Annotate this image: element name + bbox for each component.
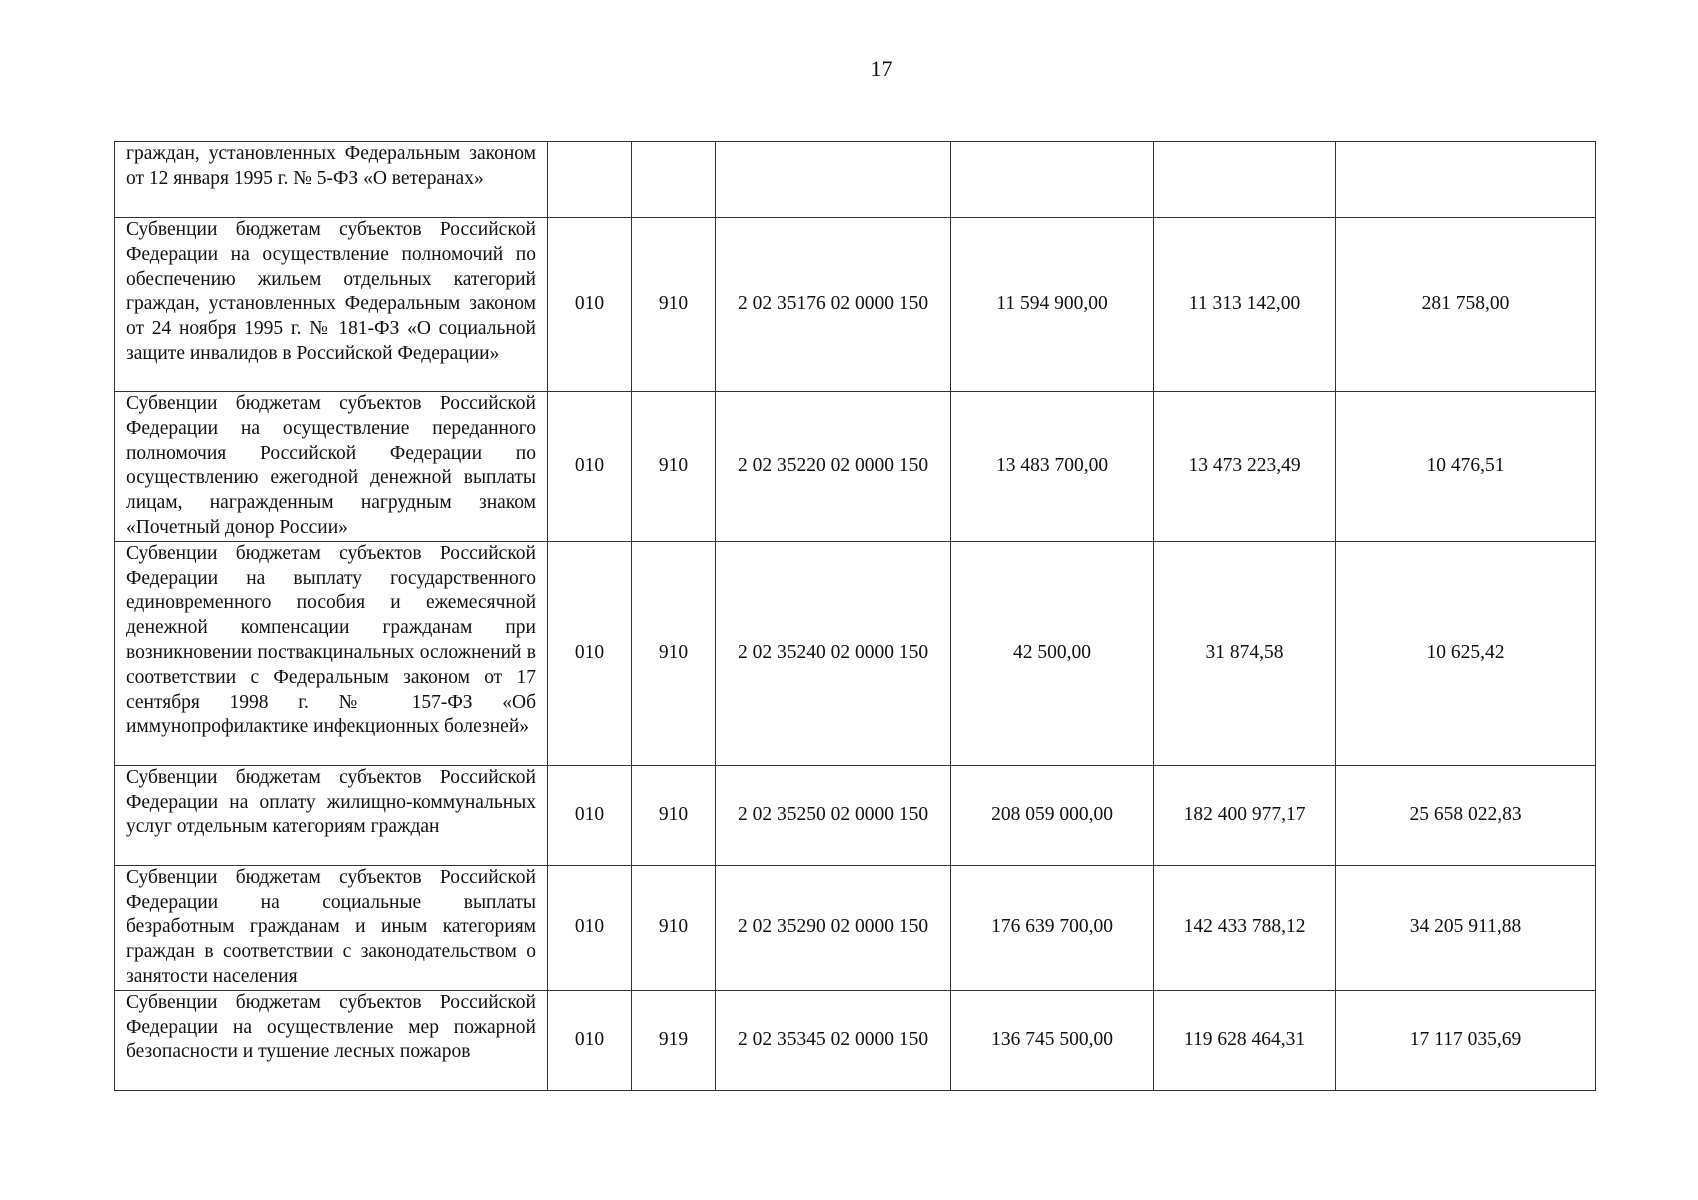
code-cell-2: 910 (632, 392, 716, 542)
kbk-cell: 2 02 35290 02 0000 150 (716, 865, 951, 990)
description-cell: Субвенции бюджетам субъектов Российской Федерации на осуществление полномочий по обеспечению жильем отдельных категорий граждан, установленных Федеральным законом от 24 ноября 1995 г. № 181-ФЗ «О социальной защите инвалидов в Российской Федерации» (115, 218, 548, 392)
table-row (115, 541, 1596, 765)
planned-amount-cell: 42 500,00 (951, 541, 1154, 765)
code-cell-2: 919 (632, 990, 716, 1090)
remainder-amount-cell: 34 205 911,88 (1336, 865, 1596, 990)
description-cell: Субвенции бюджетам субъектов Российской Федерации на оплату жилищно-коммунальных услуг отдельным категориям граждан (115, 765, 548, 865)
code-cell-2: 910 (632, 865, 716, 990)
table-row (115, 142, 1596, 218)
description-cell: граждан, установленных Федеральным законом от 12 января 1995 г. № 5-ФЗ «О ветеранах» (115, 142, 548, 218)
remainder-amount-cell: 17 117 035,69 (1336, 990, 1596, 1090)
code-cell-1: 010 (548, 865, 632, 990)
budget-table (114, 141, 1596, 1091)
kbk-cell: 2 02 35345 02 0000 150 (716, 990, 951, 1090)
executed-amount-cell: 11 313 142,00 (1154, 218, 1336, 392)
planned-amount-cell: 136 745 500,00 (951, 990, 1154, 1090)
executed-amount-cell: 119 628 464,31 (1154, 990, 1336, 1090)
table-row (115, 392, 1596, 542)
code-cell-1 (548, 142, 632, 218)
planned-amount-cell: 208 059 000,00 (951, 765, 1154, 865)
planned-amount-cell: 176 639 700,00 (951, 865, 1154, 990)
description-cell: Субвенции бюджетам субъектов Российской Федерации на осуществление мер пожарной безопасности и тушение лесных пожаров (115, 990, 548, 1090)
code-cell-1: 010 (548, 765, 632, 865)
kbk-cell: 2 02 35176 02 0000 150 (716, 218, 951, 392)
executed-amount-cell: 31 874,58 (1154, 541, 1336, 765)
code-cell-2: 910 (632, 541, 716, 765)
planned-amount-cell: 11 594 900,00 (951, 218, 1154, 392)
table-row (115, 765, 1596, 865)
page-number: 17 (870, 56, 893, 81)
description-cell: Субвенции бюджетам субъектов Российской Федерации на выплату государственного единовременного пособия и ежемесячной денежной компенсации гражданам при возникновении поствакцинальных осложнений в соответствии с Федеральным законом от 17 сентября 1998 г. № 157-ФЗ «Об иммунопрофилактике инфекционных болезней» (115, 541, 548, 765)
description-cell: Субвенции бюджетам субъектов Российской Федерации на осуществление переданного полномочия Российской Федерации по осуществлению ежегодной денежной выплаты лицам, награжденным нагрудным знаком «Почетный донор России» (115, 392, 548, 542)
remainder-amount-cell: 10 625,42 (1336, 541, 1596, 765)
code-cell-1: 010 (548, 218, 632, 392)
remainder-amount-cell: 281 758,00 (1336, 218, 1596, 392)
code-cell-2: 910 (632, 218, 716, 392)
executed-amount-cell: 182 400 977,17 (1154, 765, 1336, 865)
kbk-cell: 2 02 35220 02 0000 150 (716, 392, 951, 542)
kbk-cell: 2 02 35250 02 0000 150 (716, 765, 951, 865)
code-cell-2 (632, 142, 716, 218)
code-cell-1: 010 (548, 392, 632, 542)
planned-amount-cell (951, 142, 1154, 218)
table-row (115, 218, 1596, 392)
kbk-cell: 2 02 35240 02 0000 150 (716, 541, 951, 765)
executed-amount-cell (1154, 142, 1336, 218)
kbk-cell (716, 142, 951, 218)
code-cell-1: 010 (548, 990, 632, 1090)
executed-amount-cell: 13 473 223,49 (1154, 392, 1336, 542)
remainder-amount-cell: 10 476,51 (1336, 392, 1596, 542)
remainder-amount-cell: 25 658 022,83 (1336, 765, 1596, 865)
code-cell-2: 910 (632, 765, 716, 865)
table-row (115, 865, 1596, 990)
executed-amount-cell: 142 433 788,12 (1154, 865, 1336, 990)
remainder-amount-cell (1336, 142, 1596, 218)
table-row (115, 990, 1596, 1090)
planned-amount-cell: 13 483 700,00 (951, 392, 1154, 542)
description-cell: Субвенции бюджетам субъектов Российской Федерации на социальные выплаты безработным гражданам и иным категориям граждан в соответствии с законодательством о занятости населения (115, 865, 548, 990)
code-cell-1: 010 (548, 541, 632, 765)
